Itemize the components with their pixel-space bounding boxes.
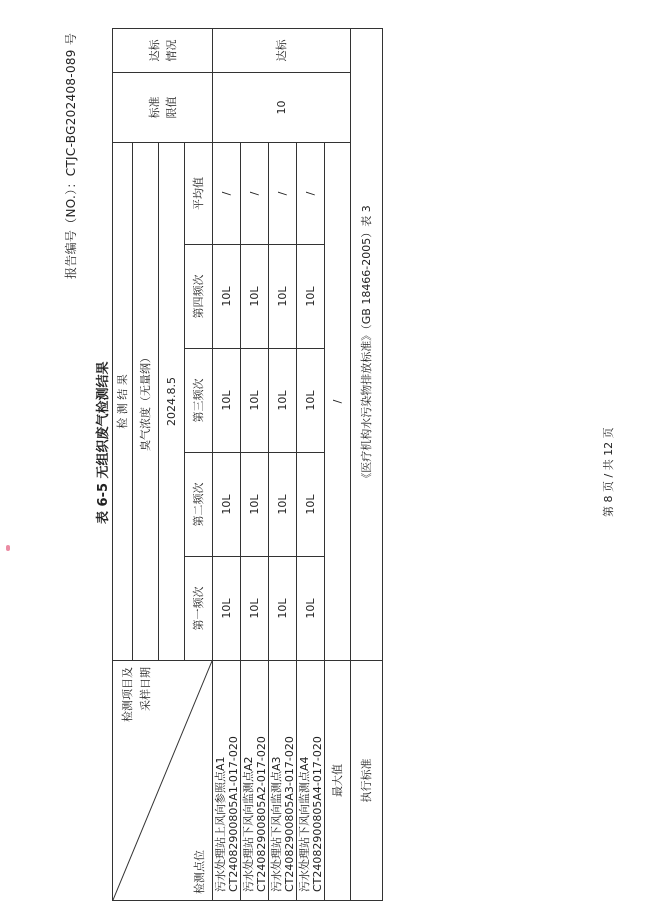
compliance-header: 达标 情况	[113, 28, 213, 72]
row-value: 10L	[269, 453, 297, 557]
row-point: 污水处理站下风向监测点A2 CT24082900805A2-017-020	[241, 661, 269, 901]
row-value: 10L	[297, 349, 325, 453]
max-value: /	[325, 142, 351, 660]
row-point: 污水处理站下风向监测点A4 CT24082900805A4-017-020	[297, 661, 325, 901]
standard-row	[351, 28, 383, 900]
row-value: 10L	[213, 349, 241, 453]
row-value: 10L	[297, 453, 325, 557]
freq-1-header: 第一频次	[185, 557, 213, 661]
item-date-labels	[119, 667, 155, 722]
page-number: 第 8 页 / 共 12 页	[602, 427, 615, 517]
limit-value: 10	[213, 72, 351, 142]
standard-value: 《医疗机构水污染物排放标准》（GB 18466-2005）表 3	[351, 28, 383, 660]
freq-3-header: 第三频次	[185, 349, 213, 453]
compliance-value: 达标	[213, 28, 351, 72]
table-row	[213, 28, 241, 900]
row-value: 10L	[241, 349, 269, 453]
item-name: 臭气浓度（无量纲）	[133, 142, 159, 660]
header-diagonal-cell	[113, 661, 213, 901]
item-label: 检测项目及	[121, 667, 134, 722]
standard-limit-header: 标准 限值	[113, 72, 213, 142]
results-table	[112, 28, 383, 901]
row-value: 10L	[241, 453, 269, 557]
row-value: 10L	[213, 245, 241, 349]
row-average: /	[241, 142, 269, 244]
table-title: 表 6-5 无组织废气检测结果	[96, 361, 111, 524]
standard-label: 执行标准	[351, 661, 383, 901]
results-header: 检 测 结 果	[113, 142, 133, 660]
date-label: 采样日期	[139, 667, 152, 711]
row-value: 10L	[213, 557, 241, 661]
row-value: 10L	[213, 453, 241, 557]
row-value: 10L	[269, 557, 297, 661]
table-row	[297, 28, 325, 900]
row-value: 10L	[269, 245, 297, 349]
table-row	[241, 28, 269, 900]
row-value: 10L	[297, 245, 325, 349]
freq-4-header: 第四频次	[185, 245, 213, 349]
row-value: 10L	[241, 557, 269, 661]
stray-ink-mark	[6, 545, 10, 551]
row-average: /	[269, 142, 297, 244]
report-number: 报告编号（NO.）：CTJC-BG202408-089 号	[64, 32, 78, 279]
row-point: 污水处理站下风向监测点A3 CT24082900805A3-017-020	[269, 661, 297, 901]
row-value: 10L	[269, 349, 297, 453]
max-row	[325, 28, 351, 900]
row-average: /	[297, 142, 325, 244]
row-value: 10L	[297, 557, 325, 661]
row-average: /	[213, 142, 241, 244]
freq-2-header: 第二频次	[185, 453, 213, 557]
table-row	[269, 28, 297, 900]
row-point: 污水处理站上风向参照点A1 CT2408290080​5A1-017-020	[213, 661, 241, 901]
point-label: 检测点位	[193, 850, 206, 894]
max-label: 最大值	[325, 661, 351, 901]
sampling-date: 2024.8.5	[159, 142, 185, 660]
average-header: 平均值	[185, 142, 213, 244]
row-value: 10L	[241, 245, 269, 349]
